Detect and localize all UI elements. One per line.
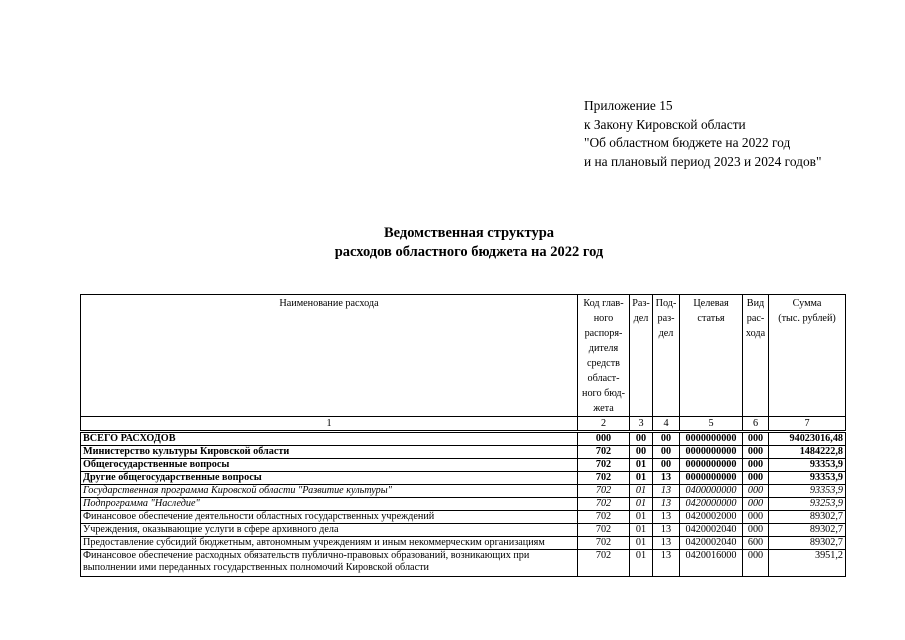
row-podrazdel: 13: [653, 524, 680, 537]
row-podrazdel: 13: [653, 498, 680, 511]
row-vid: 000: [743, 446, 769, 459]
row-sum: 3951,2: [769, 550, 846, 577]
row-podrazdel: 00: [653, 459, 680, 472]
header-podrazdel: Под- раз- дел: [653, 295, 680, 417]
row-vid: 000: [743, 472, 769, 485]
row-statya: 0400000000: [680, 485, 743, 498]
row-sum: 89302,7: [769, 511, 846, 524]
row-podrazdel: 13: [653, 511, 680, 524]
row-name: Учреждения, оказывающие услуги в сфере архивного дела: [81, 524, 578, 537]
column-number: 1: [81, 417, 578, 432]
header-razdel: Раз- дел: [630, 295, 653, 417]
row-code: 702: [578, 485, 630, 498]
row-statya: 0420002040: [680, 524, 743, 537]
row-code: 702: [578, 446, 630, 459]
row-name: Предоставление субсидий бюджетным, автономным учреждениям и иным некоммерческим организациям: [81, 537, 578, 550]
column-number: 6: [743, 417, 769, 432]
column-number: 4: [653, 417, 680, 432]
row-razdel: 01: [630, 459, 653, 472]
row-statya: 0000000000: [680, 446, 743, 459]
row-vid: 600: [743, 537, 769, 550]
row-name: ВСЕГО РАСХОДОВ: [81, 432, 578, 446]
row-vid: 000: [743, 459, 769, 472]
row-razdel: 01: [630, 485, 653, 498]
row-podrazdel: 13: [653, 485, 680, 498]
row-vid: 000: [743, 432, 769, 446]
row-sum: 93253,9: [769, 498, 846, 511]
row-code: 702: [578, 459, 630, 472]
row-statya: 0000000000: [680, 459, 743, 472]
document-title: [0, 224, 905, 262]
row-podrazdel: 13: [653, 472, 680, 485]
table-row: [81, 498, 846, 511]
row-statya: 0420000000: [680, 498, 743, 511]
appendix-line: и на плановый период 2023 и 2024 годов": [584, 153, 822, 169]
row-razdel: 01: [630, 524, 653, 537]
row-vid: 000: [743, 511, 769, 524]
budget-table-body: [81, 432, 846, 577]
table-row: [81, 446, 846, 459]
row-name: Финансовое обеспечение расходных обязательств публично-правовых образований, возникающих при выполнении ими переданных государственных полномочий Кировской области: [81, 550, 578, 577]
header-row: [81, 295, 846, 417]
row-code: 702: [578, 472, 630, 485]
row-razdel: 01: [630, 537, 653, 550]
table-row: [81, 511, 846, 524]
row-vid: 000: [743, 524, 769, 537]
row-sum: 93353,9: [769, 459, 846, 472]
row-sum: 1484222,8: [769, 446, 846, 459]
table-row: [81, 485, 846, 498]
appendix-block: [584, 97, 821, 171]
row-sum: 93353,9: [769, 472, 846, 485]
row-razdel: 00: [630, 432, 653, 446]
row-statya: 0420002000: [680, 511, 743, 524]
title-line-1: Ведомственная структура: [383, 225, 555, 241]
row-razdel: 01: [630, 511, 653, 524]
header-code: Код глав- ного распоря- дителя средств област- ного бюд- жета: [578, 295, 630, 417]
column-number: 3: [630, 417, 653, 432]
row-code: 702: [578, 537, 630, 550]
row-podrazdel: 00: [653, 446, 680, 459]
row-code: 000: [578, 432, 630, 446]
row-razdel: 00: [630, 446, 653, 459]
row-sum: 89302,7: [769, 537, 846, 550]
row-sum: 89302,7: [769, 524, 846, 537]
row-name: Государственная программа Кировской области "Развитие культуры": [81, 485, 578, 498]
row-vid: 000: [743, 485, 769, 498]
row-razdel: 01: [630, 498, 653, 511]
row-code: 702: [578, 550, 630, 577]
column-number: 7: [769, 417, 846, 432]
row-podrazdel: 00: [653, 432, 680, 446]
row-statya: 0000000000: [680, 472, 743, 485]
table-row: [81, 524, 846, 537]
appendix-line: к Закону Кировской области: [584, 116, 746, 132]
column-number: 5: [680, 417, 743, 432]
row-podrazdel: 13: [653, 537, 680, 550]
row-code: 702: [578, 498, 630, 511]
header-summa: Сумма (тыс. рублей): [769, 295, 846, 417]
row-code: 702: [578, 511, 630, 524]
budget-table: [80, 294, 846, 577]
appendix-line: "Об областном бюджете на 2022 год: [584, 135, 791, 150]
table-row: [81, 459, 846, 472]
row-statya: 0000000000: [680, 432, 743, 446]
appendix-line: Приложение 15: [584, 98, 673, 113]
row-vid: 000: [743, 498, 769, 511]
row-name: Общегосударственные вопросы: [81, 459, 578, 472]
title-line-2: расходов областного бюджета на 2022 год: [334, 244, 604, 260]
column-number: 2: [578, 417, 630, 432]
row-name: Министерство культуры Кировской области: [81, 446, 578, 459]
header-vid: Вид рас- хода: [743, 295, 769, 417]
row-razdel: 01: [630, 472, 653, 485]
row-statya: 0420002040: [680, 537, 743, 550]
table-row: [81, 472, 846, 485]
row-name: Подпрограмма "Наследие": [81, 498, 578, 511]
row-name: Финансовое обеспечение деятельности областных государственных учреждений: [81, 511, 578, 524]
table-row: [81, 550, 846, 577]
column-number-row: [81, 417, 846, 432]
table-row: [81, 432, 846, 446]
row-code: 702: [578, 524, 630, 537]
row-name: Другие общегосударственные вопросы: [81, 472, 578, 485]
row-statya: 0420016000: [680, 550, 743, 577]
header-name: Наименование расхода: [81, 295, 578, 417]
row-sum: 93353,9: [769, 485, 846, 498]
row-razdel: 01: [630, 550, 653, 577]
row-podrazdel: 13: [653, 550, 680, 577]
row-sum: 94023016,48: [769, 432, 846, 446]
header-statya: Целевая статья: [680, 295, 743, 417]
row-vid: 000: [743, 550, 769, 577]
table-row: [81, 537, 846, 550]
